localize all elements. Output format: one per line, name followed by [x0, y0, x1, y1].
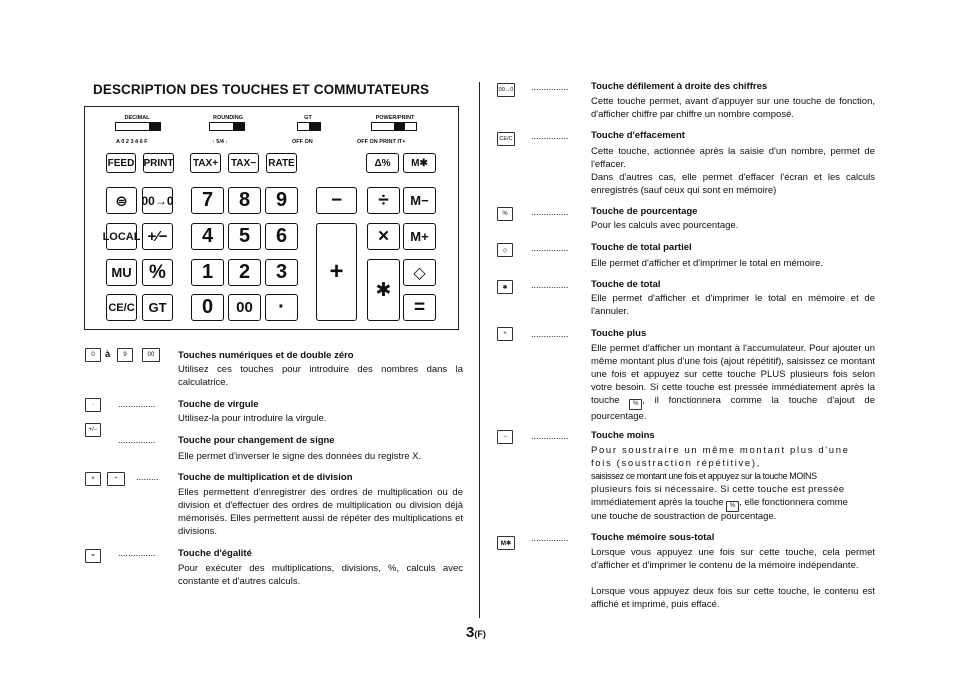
zero-key[interactable]: 0: [191, 294, 224, 321]
page-language-suffix: (F): [474, 629, 486, 639]
column-divider: [479, 82, 480, 618]
clear-entry-key-icon: CE/C: [497, 132, 515, 146]
multiply-key[interactable]: ×: [367, 223, 400, 250]
digits-title: Touches numériques et de double zéro: [178, 350, 354, 361]
gt-switch-label: GT: [304, 115, 312, 121]
minus-body-line-5: une touche de soustraction de pourcentage.: [591, 511, 777, 522]
seven-key[interactable]: 7: [191, 187, 224, 214]
leader-dots: ...............: [531, 243, 569, 253]
power-switch-label: POWER/PRINT: [375, 115, 415, 121]
clear-body-1: Cette touche, actionnée après la saisie d'un nombre, permet de l'effacer.: [591, 146, 875, 170]
percent-key-icon: %: [497, 207, 513, 221]
equals-key-icon: =: [85, 549, 101, 563]
subtotal-body: Elle permet d'afficher et d'imprimer le total en mémoire.: [591, 258, 824, 269]
nine-key[interactable]: 9: [265, 187, 298, 214]
subtotal-key[interactable]: ◇: [403, 259, 436, 286]
range-label: à: [105, 349, 111, 360]
minus-key-icon: −: [497, 430, 513, 444]
shift-digits-key-icon: 00→0: [497, 83, 515, 97]
power-switch[interactable]: [371, 122, 417, 131]
rate-key[interactable]: RATE: [266, 153, 297, 173]
sign-title: Touche pour changement de signe: [178, 435, 335, 446]
divide-key[interactable]: ÷: [367, 187, 400, 214]
two-key[interactable]: 2: [228, 259, 261, 286]
rounding-switch[interactable]: [209, 122, 245, 131]
equals-title: Touche d'égalité: [178, 548, 252, 559]
four-key[interactable]: 4: [191, 223, 224, 250]
leader-dots: .........: [136, 472, 159, 482]
subtotal-key-icon: ◇: [497, 243, 513, 257]
muldiv-body: Elles permettent d'enregistrer des ordres de multiplication ou de division et d'effectuer des ordres de multiplication ou division déjà mémorisés. Elles permettent aussi de répéter des multiplications et divisions.: [178, 487, 463, 537]
void-key[interactable]: ⊜: [106, 187, 137, 214]
power-switch-marks: OFF ON PRINT IT+: [357, 139, 406, 145]
percent-body: Pour les calculs avec pourcentage.: [591, 220, 739, 231]
plus-body-text-a: Elle permet d'afficher un montant à l'accumulateur. Pour ajouter un même montant plus d'une fois (ajout répétitif), saisissez ce montant une fois et appuyez sur cette touche PLUS plusieurs fois selon votre besoin. Si cette touche est pressée immédiatement après la touche: [591, 343, 875, 406]
minus-key[interactable]: −: [316, 187, 357, 214]
memsub-body-2: Lorsque vous appuyez deux fois sur cette touche, le contenu est affiché et imprimé, puis effacé.: [591, 586, 875, 610]
keyboard-panel: [84, 106, 459, 330]
shift-body: Cette touche permet, avant d'appuyer sur une touche de fonction, d'afficher chiffre par chiffre un nombre composé.: [591, 96, 875, 120]
minus-body-line-3: plusieurs fois si nécessaire. Si cette touche est pressée: [591, 484, 845, 495]
eight-key[interactable]: 8: [228, 187, 261, 214]
plus-title: Touche plus: [591, 328, 647, 339]
rounding-switch-marks: ↑ 5/4 ↓: [212, 139, 229, 145]
total-key[interactable]: ✱: [367, 259, 400, 321]
equals-key[interactable]: =: [403, 294, 436, 321]
tax-plus-key[interactable]: TAX+: [190, 153, 221, 173]
six-key[interactable]: 6: [265, 223, 298, 250]
decimal-switch-label: DECIMAL: [124, 115, 150, 121]
minus-body-line-2: saisissez ce montant une fois et appuyez sur la touche MOINS: [591, 471, 817, 481]
page-number: [466, 624, 486, 641]
double-zero-key-icon: 00: [142, 348, 160, 362]
rounding-switch-label: ROUNDING: [213, 115, 243, 121]
three-key[interactable]: 3: [265, 259, 298, 286]
five-key[interactable]: 5: [228, 223, 261, 250]
comma-body: Utilisez-la pour introduire la virgule.: [178, 413, 327, 424]
minus-body-text-b: , elle fonctionnera comme: [739, 497, 848, 508]
nine-key-icon: 9: [117, 348, 133, 362]
sign-body: Elle permet d'inverser le signe des données du registre X.: [178, 451, 422, 462]
leader-dots: ...............: [118, 435, 156, 445]
percent-key[interactable]: %: [142, 259, 173, 286]
gt-switch-marks: OFF ON: [292, 139, 313, 145]
shift-digits-key[interactable]: 00→0: [142, 187, 173, 214]
percent-title: Touche de pourcentage: [591, 206, 698, 217]
clear-title: Touche d'effacement: [591, 130, 685, 141]
muldiv-title: Touche de multiplication et de division: [178, 472, 353, 483]
sign-change-key-icon: +/−: [85, 423, 101, 437]
decimal-point-key[interactable]: ·: [265, 294, 298, 321]
leader-dots: ...............: [118, 548, 156, 558]
local-key[interactable]: LOCAL: [106, 223, 137, 250]
memsub-title: Touche mémoire sous-total: [591, 532, 715, 543]
memory-minus-key[interactable]: M−: [403, 187, 436, 214]
minus-title: Touche moins: [591, 430, 655, 441]
shift-title: Touche défilement à droite des chiffres: [591, 81, 768, 92]
double-zero-key[interactable]: 00: [228, 294, 261, 321]
leader-dots: ...............: [531, 131, 569, 141]
leader-dots: ...............: [118, 399, 156, 409]
minus-body-line-1: Pour soustraire un même montant plus d'une fois (soustraction répétitive),: [591, 445, 850, 469]
one-key[interactable]: 1: [191, 259, 224, 286]
multiply-key-icon: ×: [85, 472, 101, 486]
digits-body: Utilisez ces touches pour introduire des nombres dans la calculatrice.: [178, 364, 463, 388]
memory-subtotal-key-icon: M✱: [497, 536, 515, 550]
percent-inline-key-icon: %: [726, 501, 739, 512]
markup-key[interactable]: MU: [106, 259, 137, 286]
plus-key-icon: +: [497, 327, 513, 341]
decimal-switch[interactable]: [115, 122, 161, 131]
delta-percent-key[interactable]: Δ%: [366, 153, 399, 173]
page-number-value: 3: [466, 624, 475, 641]
subtotal-title: Touche de total partiel: [591, 242, 692, 253]
leader-dots: ...............: [531, 82, 569, 92]
plus-body-part-1: [591, 342, 875, 423]
zero-key-icon: 0: [85, 348, 101, 362]
comma-title: Touche de virgule: [178, 399, 259, 410]
leader-dots: ...............: [531, 207, 569, 217]
decimal-point-key-icon: ·: [85, 398, 101, 412]
sign-change-key[interactable]: +⁄−: [142, 223, 173, 250]
section-title: DESCRIPTION DES TOUCHES ET COMMUTATEURS: [93, 82, 430, 97]
leader-dots: ...............: [531, 280, 569, 290]
feed-key[interactable]: FEED: [106, 153, 136, 173]
divide-key-icon: ÷: [107, 472, 125, 486]
grand-total-key[interactable]: GT: [142, 294, 173, 321]
memory-plus-key[interactable]: M+: [403, 223, 436, 250]
decimal-switch-marks: A 0 2 3 4 6 F: [116, 139, 148, 145]
gt-switch[interactable]: [297, 122, 321, 131]
memsub-body-1: Lorsque vous appuyez une fois sur cette touche, cela permet d'afficher et d'imprimer le contenu de la mémoire indépendante.: [591, 547, 875, 571]
plus-body-text-b: , il fonctionnera comme la touche d'ajout de pourcentage.: [591, 395, 875, 422]
minus-body-text-a: immédiatement après la touche: [591, 497, 724, 508]
tax-minus-key[interactable]: TAX−: [228, 153, 259, 173]
total-body: Elle permet d'afficher et d'imprimer le total en mémoire et de l'annuler.: [591, 293, 875, 317]
leader-dots: ...............: [531, 329, 569, 339]
total-title: Touche de total: [591, 279, 661, 290]
print-key[interactable]: PRINT: [143, 153, 174, 173]
total-key-icon: ✱: [497, 280, 513, 294]
percent-inline-key-icon: %: [629, 399, 642, 410]
plus-key[interactable]: +: [316, 223, 357, 321]
equals-body: Pour exécuter des multiplications, divisions, %, calculs avec constante et d'autres calculs.: [178, 563, 463, 587]
memory-subtotal-key[interactable]: M✱: [403, 153, 436, 173]
leader-dots: ...............: [531, 431, 569, 441]
leader-dots: ...............: [531, 533, 569, 543]
clear-body-2: Dans d'autres cas, elle permet d'effacer l'écran et les calculs enregistrés (sauf ceux qui sont en mémoire): [591, 172, 875, 196]
clear-entry-key[interactable]: CE/C: [106, 294, 137, 321]
